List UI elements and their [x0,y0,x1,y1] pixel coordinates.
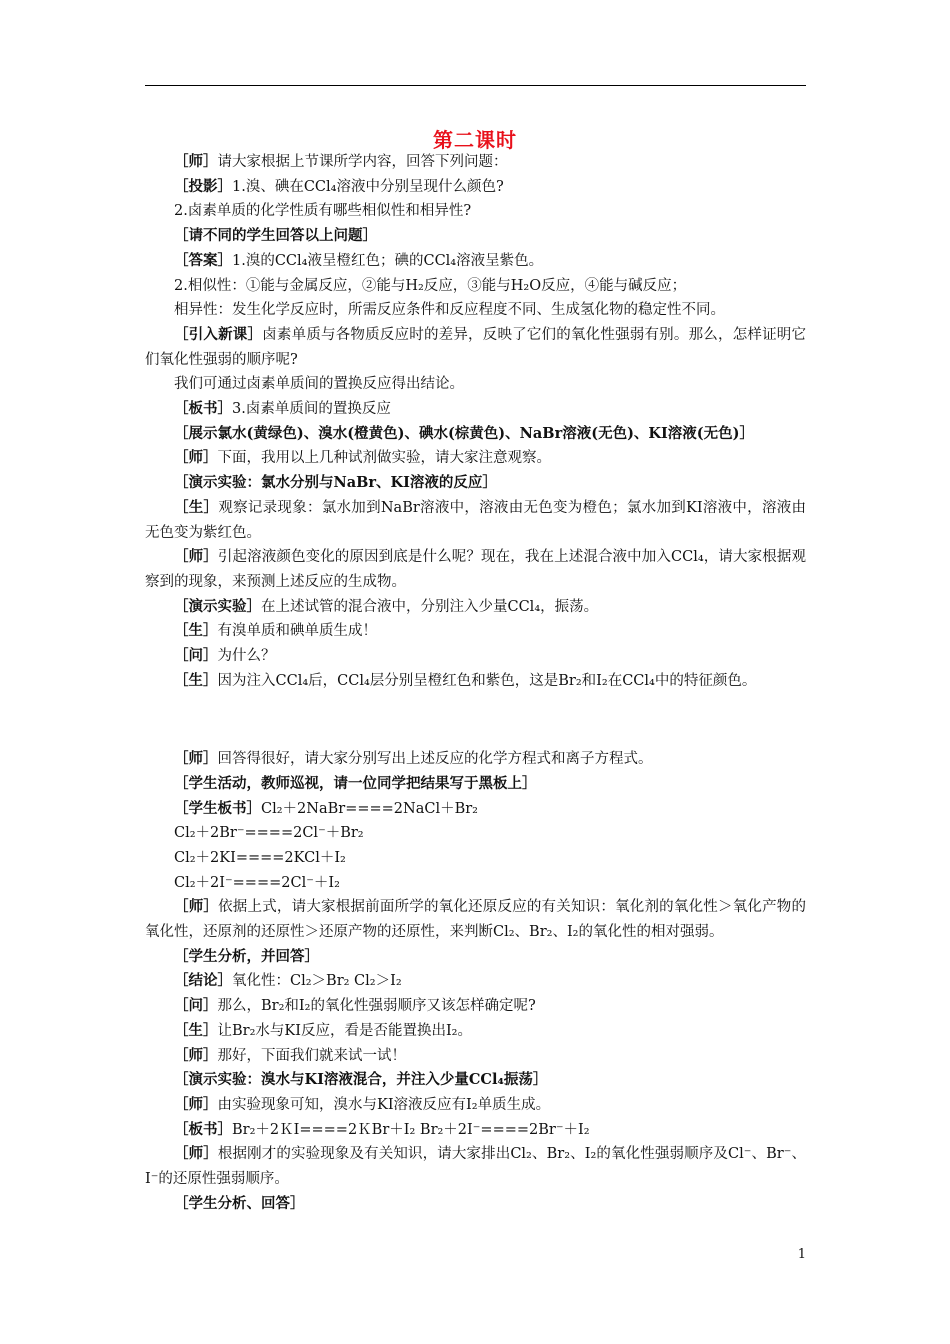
paragraph [145,274,806,299]
paragraph-text: 相异性：发生化学反应时，所需反应条件和反应程度不同、生成氢化物的稳定性不同。 [174,302,725,319]
paragraph [145,895,806,944]
speaker-tag: ［生］ [174,622,218,640]
paragraph [145,446,806,471]
paragraph-text: 因为注入CCl₄后，CCl₄层分别呈橙红色和紫色，这是Br₂和I₂在CCl₄中的特征颜色。 [217,672,757,689]
speaker-tag: ［学生分析、回答］ [174,1194,305,1212]
paragraph-text: 1.溴、碘在CCl₄溶液中分别呈现什么颜色? [232,178,504,195]
speaker-tag: ［结论］ [174,972,232,990]
paragraph [145,1093,806,1118]
paragraph-text: Br₂＋2ＫI====2ＫBr＋I₂ Br₂＋2I⁻====2Br⁻＋I₂ [232,1121,590,1138]
paragraph-text: 1.溴的CCl₄液呈橙红色；碘的CCl₄溶液呈紫色。 [232,252,544,269]
speaker-tag: ［生］ [174,498,219,516]
paragraph-text: 请大家根据上节课所学内容，回答下列问题： [217,154,508,170]
paragraph [145,150,806,175]
paragraph-text: 那好，下面我们就来试一试！ [217,1047,406,1064]
paragraph-text: 我们可通过卤素单质间的置换反应得出结论。 [174,376,464,393]
paragraph [145,1192,806,1217]
paragraph-text: 氧化性：Cl₂＞Br₂ Cl₂＞I₂ [232,973,402,990]
paragraph [145,199,806,224]
paragraph [145,175,806,200]
paragraph-text: 依据上式，请大家根据前面所学的氧化还原反应的有关知识：氧化剂的氧化性＞氧化产物的氧化性，还原剂的还原性＞还原产物的还原性，来判断Cl₂、Br₂、I₂的氧化性的相对强弱。 [145,899,806,941]
paragraph [145,644,806,669]
speaker-tag: ［板书］ [174,1120,232,1138]
paragraph-text: Cl₂＋2I⁻====2Cl⁻＋I₂ [174,874,340,891]
paragraph-text: 回答得很好，请大家分别写出上述反应的化学方程式和离子方程式。 [217,751,653,768]
paragraph-text: 2.相似性：①能与金属反应，②能与H₂反应，③能与H₂O反应，④能与碱反应； [174,277,687,294]
speaker-tag: ［板书］ [174,400,232,418]
paragraph-text: 引起溶液颜色变化的原因到底是什么呢？现在，我在上述混合液中加入CCl₄，请大家根据观察到的现象，来预测上述反应的生成物。 [145,549,806,590]
paragraph-text: 为什么？ [217,648,276,665]
speaker-tag: ［师］ [174,1046,218,1064]
paragraph [145,994,806,1019]
paragraph [145,846,806,871]
paragraph [145,595,806,620]
paragraph [145,249,806,274]
speaker-tag: ［师］ [174,1096,218,1113]
paragraph [145,797,806,822]
paragraph-text: 在上述试管的混合液中，分别注入少量CCl₄，振荡。 [261,598,599,615]
paragraph-text: Cl₂＋2KI====2KCl＋I₂ [174,849,346,866]
paragraph [145,945,806,970]
speaker-tag: ［演示实验：氯水分别与NaBr、KI溶液的反应］ [174,474,497,492]
speaker-tag: ［师］ [174,750,218,768]
speaker-tag: ［答案］ [174,251,232,269]
speaker-tag: ［师］ [174,449,218,467]
speaker-tag: ［投影］ [174,177,232,195]
speaker-tag: ［生］ [174,671,218,689]
header-rule [145,85,806,86]
paragraph-text: 有溴单质和碘单质生成！ [217,623,377,640]
paragraph [145,545,806,594]
paragraph [145,747,806,772]
paragraph [145,422,806,447]
paragraph-text: Cl₂＋2Br⁻====2Cl⁻＋Br₂ [174,825,364,842]
paragraph [145,619,806,644]
speaker-tag: ［问］ [174,647,218,665]
paragraph-text: 卤素单质与各物质反应时的差异，反映了它们的氧化性强弱有别。那么，怎样证明它们氧化性强弱的顺序呢? [145,326,807,368]
speaker-tag: ［问］ [174,997,218,1015]
speaker-tag: ［展示氯水(黄绿色)、溴水(橙黄色)、碘水(棕黄色)、NaBr溶液(无色)、KI溶液(无色)］ [174,424,755,442]
speaker-tag: ［师］ [174,1145,218,1163]
speaker-tag: ［演示实验］ [174,597,261,615]
paragraph [145,224,806,249]
paragraph-text: 让Br₂水与KI反应，看是否能置换出I₂。 [217,1022,472,1039]
paragraph [145,1142,806,1191]
page-title: 第二课时 [433,128,517,152]
paragraph [145,1019,806,1044]
paragraph-text: 那么，Br₂和I₂的氧化性强弱顺序又该怎样确定呢? [217,998,536,1015]
page-number: 1 [797,1247,806,1262]
paragraph-text: 由实验现象可知，溴水与KI溶液反应有I₂单质生成。 [217,1097,551,1113]
speaker-tag: ［引入新课］ [174,325,263,343]
paragraph [145,1118,806,1143]
speaker-tag: ［生］ [174,1021,218,1039]
paragraph [145,969,806,994]
paragraph [145,669,806,694]
speaker-tag: ［师］ [174,548,218,566]
document-body [145,150,806,1217]
paragraph [145,871,806,896]
paragraph [145,1068,806,1093]
paragraph-text: 2.卤素单质的化学性质有哪些相似性和相异性? [174,203,472,220]
paragraph [145,772,806,797]
paragraph-text: 3.卤素单质间的置换反应 [232,401,391,418]
paragraph [145,496,806,545]
paragraph-text: 根据刚才的实验现象及有关知识，请大家排出Cl₂、Br₂、I₂的氧化性强弱顺序及Cl⁻、Br⁻、I⁻的还原性强弱顺序。 [145,1146,807,1188]
paragraph [145,1044,806,1069]
speaker-tag: ［学生分析，并回答］ [174,947,319,965]
paragraph [145,821,806,846]
paragraph-text: Cl₂＋2NaBr====2NaCl＋Br₂ [261,800,478,817]
paragraph [145,372,806,397]
speaker-tag: ［师］ [174,153,218,170]
paragraph [145,471,806,496]
paragraph-text: 观察记录现象：氯水加到NaBr溶液中，溶液由无色变为橙色；氯水加到KI溶液中，溶液由无色变为紫红色。 [145,499,806,541]
paragraph [145,323,806,372]
paragraph [145,708,806,733]
speaker-tag: ［演示实验：溴水与KI溶液混合，并注入少量CCl₄振荡］ [174,1071,548,1089]
paragraph [145,298,806,323]
speaker-tag: ［学生活动，教师巡视，请一位同学把结果写于黑板上］ [174,774,537,792]
paragraph-text: 下面，我用以上几种试剂做实验，请大家注意观察。 [217,450,551,467]
speaker-tag: ［师］ [174,898,219,916]
speaker-tag: ［请不同的学生回答以上问题］ [174,227,377,245]
speaker-tag: ［学生板书］ [174,799,261,817]
paragraph [145,397,806,422]
